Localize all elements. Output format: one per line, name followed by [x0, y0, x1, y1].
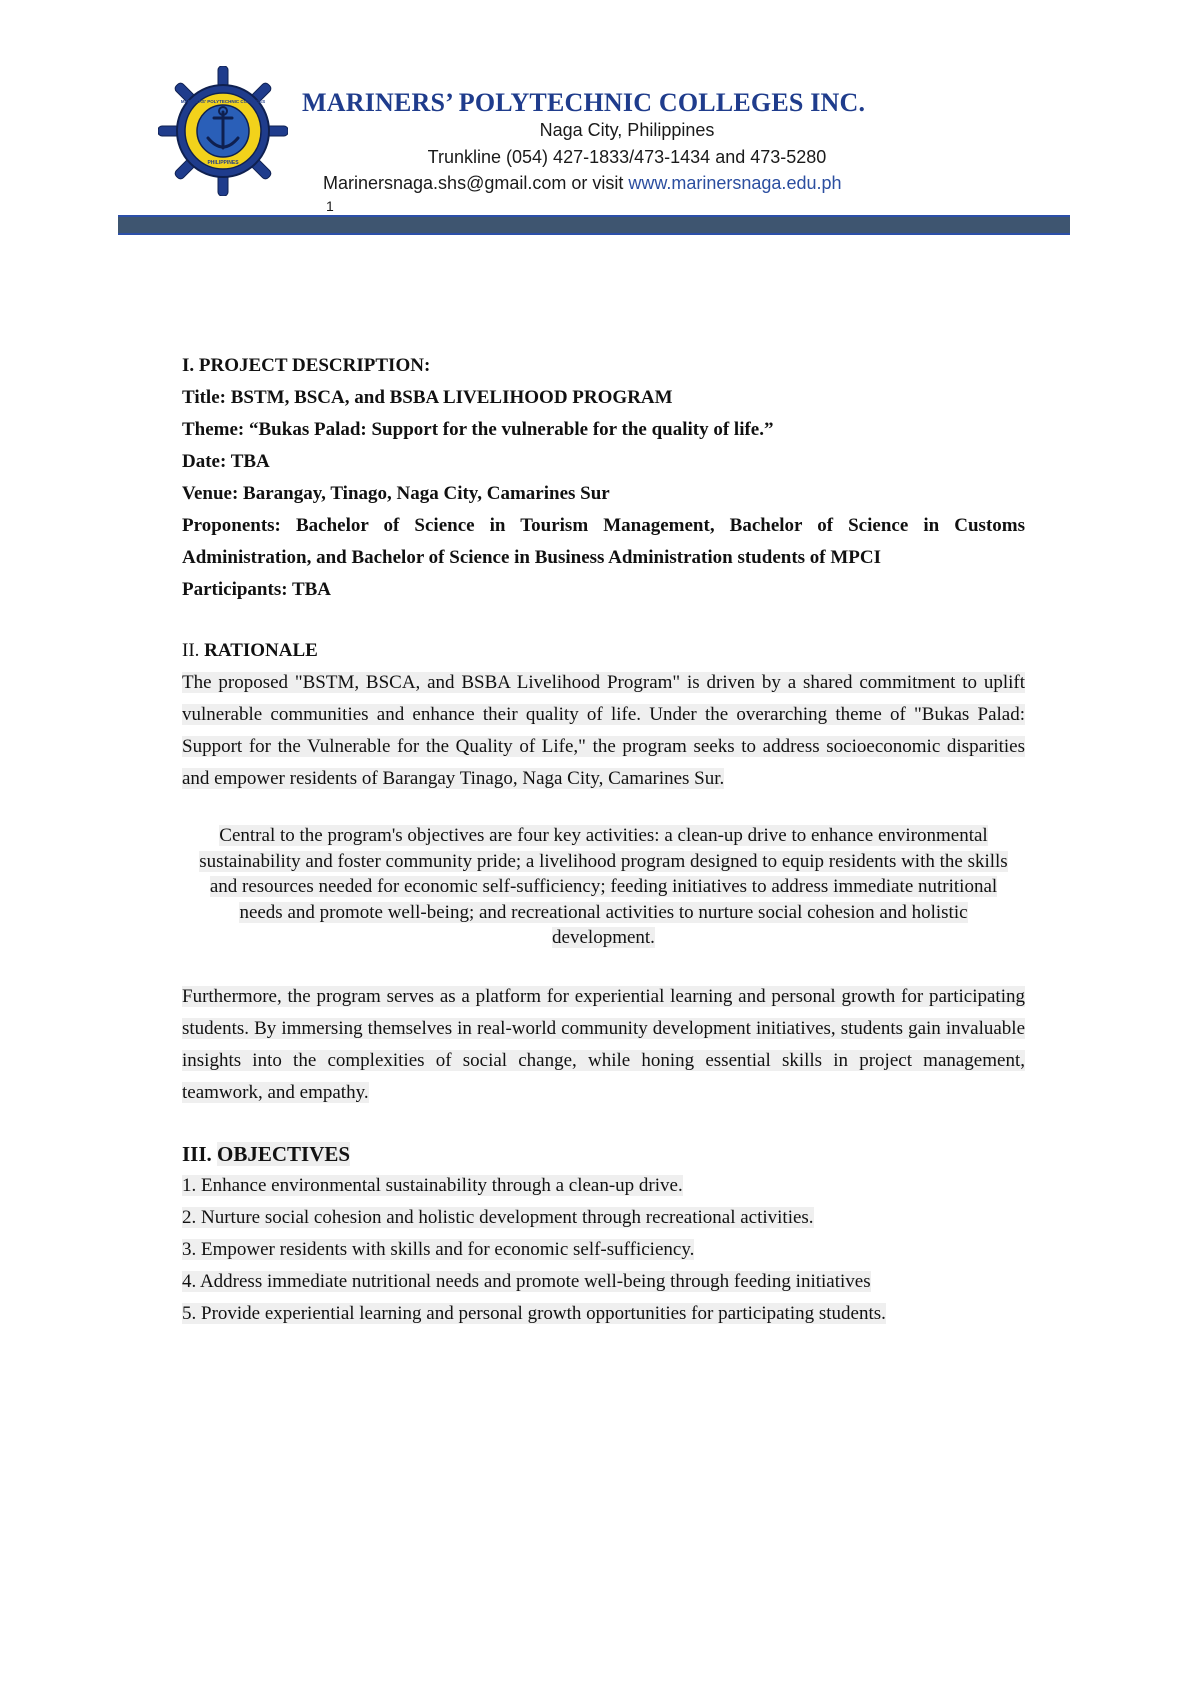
logo-text-top: MARINERS' POLYTECHNIC COLLEGES	[180, 99, 266, 104]
school-email: Marinersnaga.shs@gmail.com or visit	[323, 173, 629, 193]
objective-item: 2. Nurture social cohesion and holistic development through recreational activities.	[182, 1206, 814, 1228]
objective-item: 4. Address immediate nutritional needs and promote well-being through feeding initiatives	[182, 1270, 871, 1292]
section-1-heading: I. PROJECT DESCRIPTION:	[182, 355, 431, 376]
school-location: Naga City, Philippines	[539, 120, 715, 140]
header-divider	[118, 215, 1070, 235]
project-theme: Theme: “Bukas Palad: Support for the vulnerable for the quality of life.”	[182, 419, 774, 440]
project-participants: Participants: TBA	[182, 579, 332, 600]
objective-item: 3. Empower residents with skills and for economic self-sufficiency.	[182, 1238, 695, 1260]
objective-item: 1. Enhance environmental sustainability through a clean-up drive.	[182, 1174, 683, 1196]
project-venue: Venue: Barangay, Tinago, Naga City, Camarines Sur	[182, 483, 610, 504]
section-3-heading	[182, 1138, 1025, 1170]
section-2-number: II.	[182, 640, 200, 661]
document-body	[182, 350, 1025, 1330]
section-3-number: III.	[182, 1141, 212, 1166]
letterhead	[0, 0, 1200, 240]
objective-item: 5. Provide experiential learning and personal growth opportunities for participating students.	[182, 1302, 886, 1324]
rationale-paragraph-3: Furthermore, the program serves as a platform for experiential learning and personal growth for participating students. By immersing themselves in real-world community development initiatives, students gain invaluable insights into the complexities of social change, while honing essential skills in project management, teamwork, and empathy.	[182, 985, 1025, 1103]
rationale-paragraph-2: Central to the program's objectives are four key activities: a clean-up drive to enhance environmental sustainability and foster community pride; a livelihood program designed to equip residents with the skills and resources needed for economic self-sufficiency; feeding initiatives to address immediate nutritional needs and promote well-being; and recreational activities to nurture social cohesion and holistic development.	[199, 825, 1008, 948]
section-2-title: RATIONALE	[204, 640, 318, 661]
project-proponents: Proponents: Bachelor of Science in Tourism Management, Bachelor of Science in Customs Administration, and Bachelor of Science in Business Administration students of MPCI	[182, 515, 1025, 568]
school-trunkline: Trunkline (054) 427-1833/473-1434 and 473-5280	[427, 147, 827, 167]
section-2-heading	[182, 635, 1025, 667]
section-3-title: OBJECTIVES	[217, 1141, 351, 1166]
school-website-link[interactable]: www.marinersnaga.edu.ph	[628, 173, 842, 193]
school-website-wrap: 1	[326, 198, 334, 214]
school-name: MARINERS’ POLYTECHNIC COLLEGES INC.	[302, 88, 866, 117]
logo-text-bottom: PHILIPPINES	[207, 160, 239, 166]
project-title: Title: BSTM, BSCA, and BSBA LIVELIHOOD PROGRAM	[182, 387, 673, 408]
rationale-paragraph-1: The proposed "BSTM, BSCA, and BSBA Livelihood Program" is driven by a shared commitment to uplift vulnerable communities and enhance their quality of life. Under the overarching theme of "Bukas Palad: Support for the Vulnerable for the Quality of Life," the program seeks to address socioeconomic disparities and empower residents of Barangay Tinago, Naga City, Camarines Sur.	[182, 672, 1025, 789]
school-contact-line	[323, 173, 842, 194]
project-date: Date: TBA	[182, 451, 270, 472]
